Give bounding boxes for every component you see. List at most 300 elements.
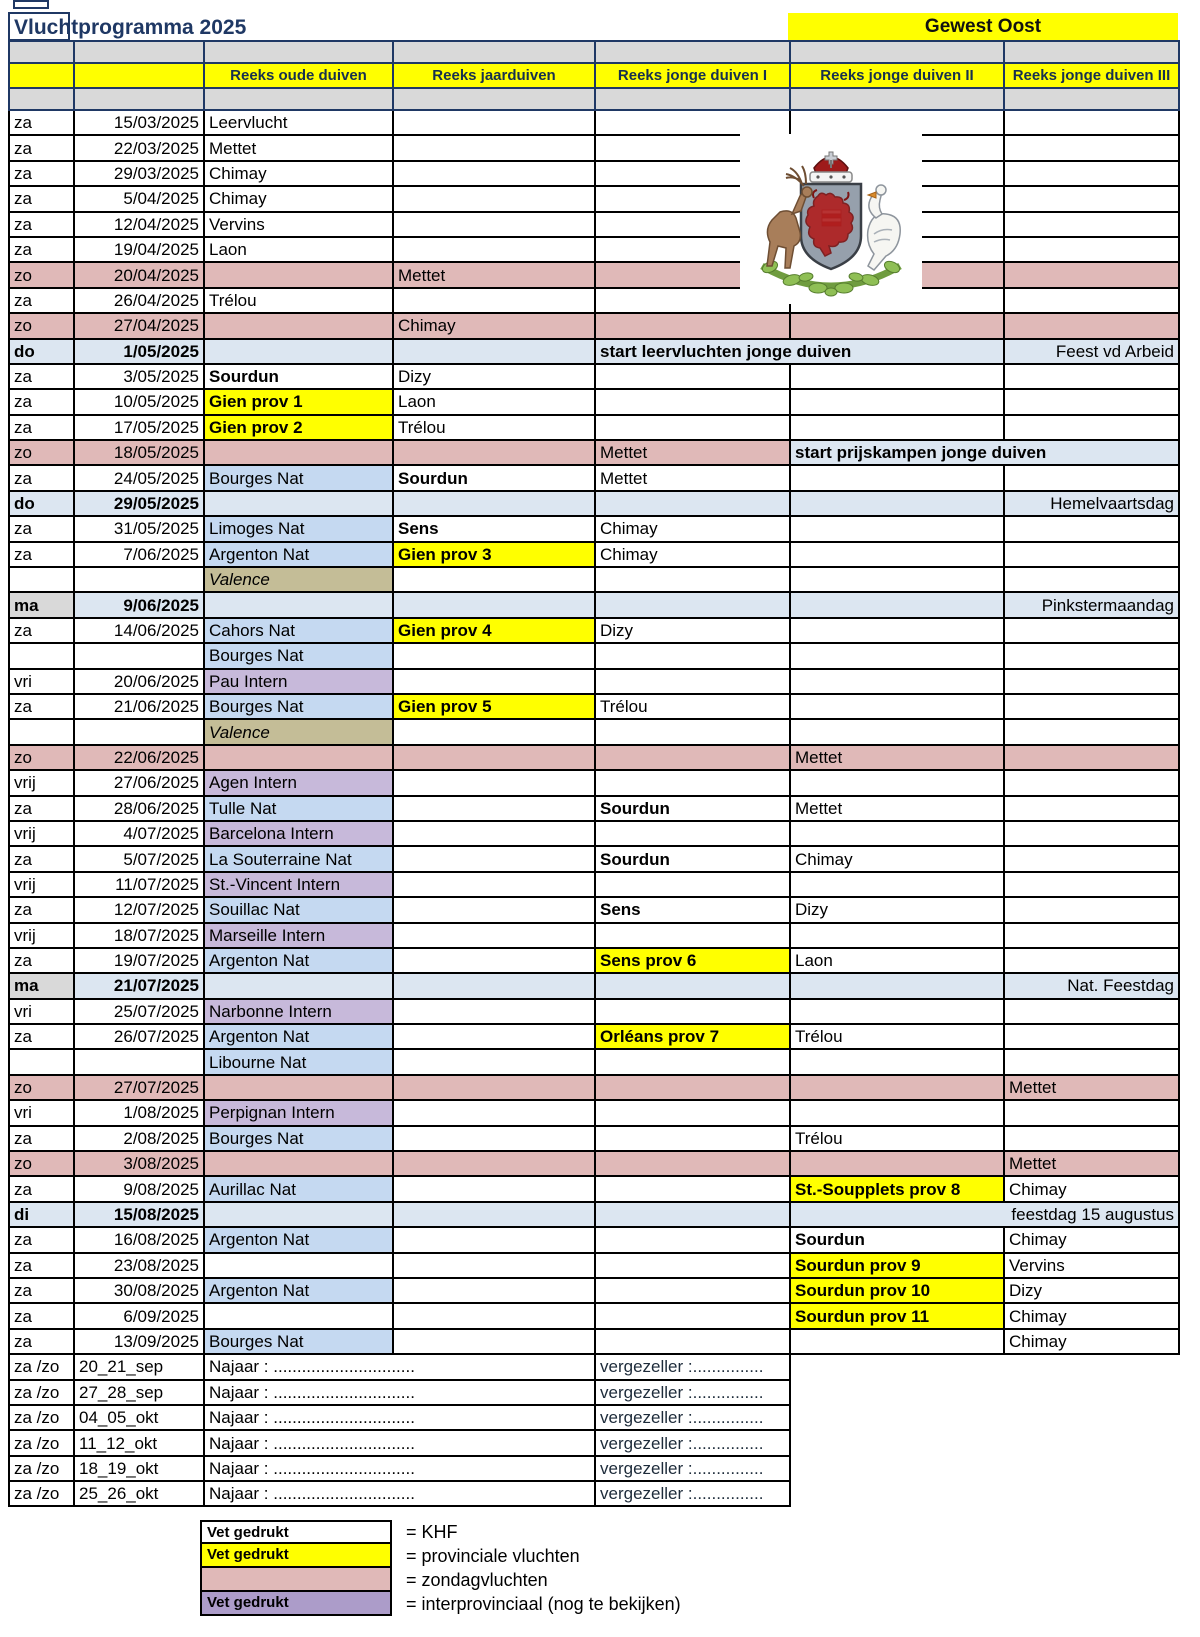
race-cell	[393, 212, 595, 237]
race-cell	[393, 669, 595, 694]
race-cell	[393, 288, 595, 313]
coat-of-arms-logo	[740, 134, 922, 304]
race-cell	[1004, 415, 1179, 440]
race-cell: Tulle Nat	[204, 796, 393, 821]
race-cell: Chimay	[1004, 1303, 1179, 1328]
date-cell: 18_19_okt	[74, 1456, 204, 1481]
day-cell: ma	[9, 592, 74, 617]
race-cell	[204, 1151, 393, 1176]
race-cell	[595, 923, 790, 948]
race-cell: Gien prov 3	[393, 542, 595, 567]
spacer-cell	[393, 88, 595, 110]
race-cell	[790, 1481, 1179, 1506]
spacer-cell	[790, 41, 1004, 63]
race-cell	[595, 389, 790, 414]
race-cell	[204, 592, 393, 617]
race-cell	[393, 745, 595, 770]
race-cell: St.-Vincent Intern	[204, 872, 393, 897]
race-cell	[393, 923, 595, 948]
race-cell	[595, 1075, 790, 1100]
race-cell: Gien prov 2	[204, 415, 393, 440]
race-cell	[1004, 923, 1179, 948]
race-cell: Gien prov 1	[204, 389, 393, 414]
race-cell: Chimay	[204, 161, 393, 186]
race-cell	[790, 1100, 1004, 1125]
race-cell	[1004, 567, 1179, 592]
race-cell	[595, 1227, 790, 1252]
race-cell	[790, 973, 1004, 998]
date-cell: 27/06/2025	[74, 770, 204, 795]
date-cell: 21/06/2025	[74, 694, 204, 719]
day-cell: za	[9, 1253, 74, 1278]
schedule-row	[9, 897, 1179, 922]
column-header-jonge-2: Reeks jonge duiven II	[790, 63, 1004, 88]
date-cell: 22/03/2025	[74, 135, 204, 160]
day-cell: vrij	[9, 872, 74, 897]
spacer-cell	[74, 41, 204, 63]
schedule-row	[9, 542, 1179, 567]
race-cell	[790, 542, 1004, 567]
race-cell: Sourdun prov 9	[790, 1253, 1004, 1278]
race-cell: vergezeller :...............	[595, 1481, 790, 1506]
race-cell	[790, 415, 1004, 440]
spacer-cell	[9, 88, 74, 110]
column-header-row	[9, 63, 1179, 88]
race-cell	[393, 1024, 595, 1049]
schedule-row	[9, 186, 1179, 211]
race-cell	[393, 846, 595, 871]
race-cell: Najaar : ..............................	[204, 1481, 595, 1506]
schedule-row	[9, 770, 1179, 795]
date-cell: 11/07/2025	[74, 872, 204, 897]
race-cell: Cahors Nat	[204, 618, 393, 643]
race-cell	[1004, 1126, 1179, 1151]
race-cell	[1004, 719, 1179, 744]
race-cell	[790, 1354, 1179, 1379]
race-cell: Dizy	[1004, 1278, 1179, 1303]
date-cell: 27/04/2025	[74, 313, 204, 338]
race-cell	[1004, 872, 1179, 897]
region-label: Gewest Oost	[788, 13, 1178, 40]
race-cell	[1004, 770, 1179, 795]
spacer-cell	[1004, 88, 1179, 110]
race-cell	[790, 516, 1004, 541]
race-cell	[790, 592, 1004, 617]
race-cell: La Souterraine Nat	[204, 846, 393, 871]
race-cell	[393, 1227, 595, 1252]
race-cell	[1004, 110, 1179, 135]
title-cell	[8, 12, 247, 41]
race-cell	[595, 1329, 790, 1354]
race-cell	[595, 567, 790, 592]
race-cell: Agen Intern	[204, 770, 393, 795]
race-cell	[1004, 999, 1179, 1024]
legend-meaning: = interprovinciaal (nog te bekijken)	[406, 1594, 681, 1614]
spacer-cell	[9, 41, 74, 63]
race-cell: Dizy	[393, 364, 595, 389]
race-cell: Feest vd Arbeid	[1004, 339, 1179, 364]
race-cell: vergezeller :...............	[595, 1354, 790, 1379]
day-cell: za	[9, 288, 74, 313]
legend-row	[200, 1592, 681, 1616]
schedule-row	[9, 1202, 1179, 1227]
day-cell: vri	[9, 999, 74, 1024]
schedule-row	[9, 745, 1179, 770]
schedule-row	[9, 288, 1179, 313]
race-cell	[393, 1202, 595, 1227]
race-cell	[204, 745, 393, 770]
race-cell: Sens	[393, 516, 595, 541]
race-cell: Mettet	[393, 262, 595, 287]
race-cell	[1004, 288, 1179, 313]
race-cell: Sens prov 6	[595, 948, 790, 973]
race-cell: Narbonne Intern	[204, 999, 393, 1024]
day-cell: za	[9, 237, 74, 262]
race-cell: Gien prov 4	[393, 618, 595, 643]
schedule-row	[9, 1405, 1179, 1430]
schedule-row	[9, 465, 1179, 490]
day-cell: zo	[9, 440, 74, 465]
race-cell: Trélou	[790, 1126, 1004, 1151]
header-spacer-row	[9, 41, 1179, 63]
race-cell	[1004, 1100, 1179, 1125]
race-cell	[595, 415, 790, 440]
schedule-row	[9, 161, 1179, 186]
date-cell	[74, 719, 204, 744]
race-cell	[1004, 465, 1179, 490]
race-cell	[790, 1430, 1179, 1455]
schedule-row	[9, 872, 1179, 897]
race-cell	[393, 973, 595, 998]
race-cell	[790, 872, 1004, 897]
date-cell: 29/05/2025	[74, 491, 204, 516]
race-cell	[790, 1456, 1179, 1481]
schedule-row	[9, 1227, 1179, 1252]
day-cell	[9, 719, 74, 744]
date-cell: 19/07/2025	[74, 948, 204, 973]
column-header-day	[9, 63, 74, 88]
race-cell	[393, 872, 595, 897]
race-cell	[204, 973, 393, 998]
race-cell	[393, 1126, 595, 1151]
column-header-oude: Reeks oude duiven	[204, 63, 393, 88]
race-cell	[595, 1303, 790, 1328]
race-cell: Mettet	[204, 135, 393, 160]
race-cell: Souillac Nat	[204, 897, 393, 922]
race-cell: Trélou	[204, 288, 393, 313]
column-header-jonge-3: Reeks jonge duiven III	[1004, 63, 1179, 88]
race-cell	[204, 491, 393, 516]
race-cell	[1004, 821, 1179, 846]
race-cell	[1004, 161, 1179, 186]
day-cell: za	[9, 516, 74, 541]
date-cell: 2/08/2025	[74, 1126, 204, 1151]
race-cell: Najaar : ..............................	[204, 1380, 595, 1405]
race-cell	[1004, 1024, 1179, 1049]
race-cell	[204, 1253, 393, 1278]
date-cell: 5/07/2025	[74, 846, 204, 871]
date-cell: 23/08/2025	[74, 1253, 204, 1278]
schedule-row	[9, 923, 1179, 948]
date-cell: 4/07/2025	[74, 821, 204, 846]
day-cell: za /zo	[9, 1430, 74, 1455]
schedule-row	[9, 1151, 1179, 1176]
race-cell	[1004, 313, 1179, 338]
schedule-row	[9, 237, 1179, 262]
schedule-row	[9, 491, 1179, 516]
date-cell: 3/05/2025	[74, 364, 204, 389]
race-cell	[1004, 846, 1179, 871]
schedule-row	[9, 1049, 1179, 1074]
day-cell: za /zo	[9, 1405, 74, 1430]
race-cell	[393, 770, 595, 795]
day-cell: do	[9, 491, 74, 516]
schedule-row	[9, 135, 1179, 160]
race-cell: Chimay	[595, 516, 790, 541]
date-cell: 12/07/2025	[74, 897, 204, 922]
schedule-row	[9, 669, 1179, 694]
race-cell: Chimay	[1004, 1176, 1179, 1201]
race-cell: Najaar : ..............................	[204, 1456, 595, 1481]
race-cell: Limoges Nat	[204, 516, 393, 541]
race-cell: Trélou	[790, 1024, 1004, 1049]
corner-tab	[13, 0, 49, 9]
race-cell	[790, 110, 1004, 135]
schedule-row	[9, 948, 1179, 973]
race-cell	[1004, 262, 1179, 287]
race-cell	[393, 1329, 595, 1354]
race-cell	[595, 491, 790, 516]
race-cell	[1004, 1049, 1179, 1074]
race-cell: Chimay	[393, 313, 595, 338]
race-cell	[790, 491, 1004, 516]
date-cell: 21/07/2025	[74, 973, 204, 998]
race-cell: Najaar : ..............................	[204, 1405, 595, 1430]
race-cell: Mettet	[1004, 1075, 1179, 1100]
race-cell: Laon	[204, 237, 393, 262]
date-cell: 27_28_sep	[74, 1380, 204, 1405]
race-cell: Nat. Feestdag	[1004, 973, 1179, 998]
day-cell: vrij	[9, 770, 74, 795]
race-cell: Argenton Nat	[204, 542, 393, 567]
race-cell: Valence	[204, 567, 393, 592]
race-cell: Chimay	[1004, 1329, 1179, 1354]
date-cell: 15/08/2025	[74, 1202, 204, 1227]
race-cell	[790, 999, 1004, 1024]
race-cell: Bourges Nat	[204, 1126, 393, 1151]
legend-meaning: = provinciale vluchten	[406, 1546, 580, 1566]
day-cell: za	[9, 1126, 74, 1151]
day-cell: za	[9, 1227, 74, 1252]
day-cell: vri	[9, 669, 74, 694]
schedule-row	[9, 1481, 1179, 1506]
race-cell	[790, 669, 1004, 694]
day-cell: do	[9, 339, 74, 364]
race-cell	[1004, 516, 1179, 541]
schedule-row	[9, 212, 1179, 237]
day-cell: za	[9, 796, 74, 821]
legend-meaning: = KHF	[406, 1522, 458, 1542]
race-cell	[595, 973, 790, 998]
race-cell: Chimay	[595, 542, 790, 567]
race-cell	[595, 1253, 790, 1278]
race-cell: Marseille Intern	[204, 923, 393, 948]
race-cell	[1004, 897, 1179, 922]
race-cell: vergezeller :...............	[595, 1380, 790, 1405]
day-cell: za	[9, 161, 74, 186]
header-spacer-row	[9, 88, 1179, 110]
schedule-row	[9, 592, 1179, 617]
race-cell	[790, 313, 1004, 338]
race-cell	[1004, 745, 1179, 770]
day-cell: za	[9, 948, 74, 973]
spacer-cell	[204, 41, 393, 63]
schedule-row	[9, 719, 1179, 744]
legend-swatch-white: Vet gedrukt	[200, 1520, 392, 1544]
schedule-row	[9, 1075, 1179, 1100]
race-cell	[1004, 237, 1179, 262]
date-cell: 9/06/2025	[74, 592, 204, 617]
race-cell: Aurillac Nat	[204, 1176, 393, 1201]
race-cell: Najaar : ..............................	[204, 1354, 595, 1379]
race-cell: Najaar : ..............................	[204, 1430, 595, 1455]
day-cell: za	[9, 1024, 74, 1049]
race-cell: Argenton Nat	[204, 1024, 393, 1049]
schedule-row	[9, 1024, 1179, 1049]
race-cell	[595, 1049, 790, 1074]
column-header-date	[74, 63, 204, 88]
date-cell: 1/05/2025	[74, 339, 204, 364]
day-cell: za /zo	[9, 1456, 74, 1481]
coat-of-arms-graphic	[740, 134, 922, 304]
race-cell: start prijskampen jonge duiven	[790, 440, 1179, 465]
spacer-cell	[595, 88, 790, 110]
race-cell	[595, 643, 790, 668]
race-cell	[393, 1151, 595, 1176]
race-cell	[1004, 364, 1179, 389]
day-cell	[9, 643, 74, 668]
date-cell: 18/05/2025	[74, 440, 204, 465]
race-cell	[204, 1075, 393, 1100]
race-cell: St.-Soupplets prov 8	[790, 1176, 1004, 1201]
race-cell	[790, 821, 1004, 846]
date-cell: 20/04/2025	[74, 262, 204, 287]
race-cell: Bourges Nat	[204, 1329, 393, 1354]
race-cell	[204, 1303, 393, 1328]
race-cell	[790, 923, 1004, 948]
schedule-row	[9, 1456, 1179, 1481]
race-cell	[1004, 643, 1179, 668]
race-cell	[1004, 694, 1179, 719]
legend-meaning: = zondagvluchten	[406, 1570, 548, 1590]
race-cell	[790, 694, 1004, 719]
day-cell: za	[9, 1329, 74, 1354]
race-cell: Bourges Nat	[204, 694, 393, 719]
race-cell	[393, 491, 595, 516]
race-cell: Chimay	[1004, 1227, 1179, 1252]
race-cell	[595, 1100, 790, 1125]
day-cell: za	[9, 389, 74, 414]
race-cell	[595, 669, 790, 694]
day-cell: za	[9, 542, 74, 567]
schedule-row	[9, 643, 1179, 668]
race-cell	[790, 618, 1004, 643]
day-cell: di	[9, 1202, 74, 1227]
race-cell: Bourges Nat	[204, 643, 393, 668]
race-cell	[204, 313, 393, 338]
spacer-cell	[74, 88, 204, 110]
race-cell	[595, 592, 790, 617]
date-cell	[74, 1049, 204, 1074]
race-cell	[790, 364, 1004, 389]
legend-swatch-pink	[200, 1566, 392, 1592]
date-cell: 5/04/2025	[74, 186, 204, 211]
schedule-row	[9, 1126, 1179, 1151]
race-cell	[204, 262, 393, 287]
race-cell	[790, 770, 1004, 795]
spacer-cell	[790, 88, 1004, 110]
legend-row	[200, 1520, 681, 1544]
date-cell: 26/07/2025	[74, 1024, 204, 1049]
race-cell: Sourdun prov 11	[790, 1303, 1004, 1328]
race-cell	[595, 1126, 790, 1151]
date-cell: 13/09/2025	[74, 1329, 204, 1354]
race-cell	[790, 1075, 1004, 1100]
race-cell	[790, 1151, 1004, 1176]
race-cell: Pinkstermaandag	[1004, 592, 1179, 617]
race-cell: Mettet	[1004, 1151, 1179, 1176]
race-cell: Argenton Nat	[204, 948, 393, 973]
race-cell: Perpignan Intern	[204, 1100, 393, 1125]
race-cell: vergezeller :...............	[595, 1456, 790, 1481]
date-cell: 1/08/2025	[74, 1100, 204, 1125]
race-cell	[595, 770, 790, 795]
race-cell: Mettet	[790, 745, 1004, 770]
legend	[200, 1520, 681, 1616]
race-cell	[393, 110, 595, 135]
date-cell: 15/03/2025	[74, 110, 204, 135]
page-title: Vluchtprogramma 2025	[14, 16, 247, 39]
race-cell	[204, 440, 393, 465]
race-cell: Sens	[595, 897, 790, 922]
race-cell: Sourdun	[790, 1227, 1004, 1252]
race-cell	[393, 237, 595, 262]
schedule-row	[9, 1430, 1179, 1455]
day-cell: za	[9, 846, 74, 871]
race-cell	[790, 389, 1004, 414]
race-cell	[393, 999, 595, 1024]
race-cell: Sourdun	[204, 364, 393, 389]
race-cell	[393, 1176, 595, 1201]
race-cell: Mettet	[595, 465, 790, 490]
race-cell: Sourdun prov 10	[790, 1278, 1004, 1303]
date-cell: 3/08/2025	[74, 1151, 204, 1176]
race-cell: Laon	[790, 948, 1004, 973]
race-cell: Dizy	[790, 897, 1004, 922]
race-cell: Mettet	[790, 796, 1004, 821]
day-cell: za	[9, 1303, 74, 1328]
race-cell: Chimay	[204, 186, 393, 211]
spacer-cell	[204, 88, 393, 110]
schedule-row	[9, 796, 1179, 821]
spacer-cell	[393, 41, 595, 63]
schedule-row	[9, 1329, 1179, 1354]
race-cell	[1004, 618, 1179, 643]
date-cell: 26/04/2025	[74, 288, 204, 313]
date-cell: 24/05/2025	[74, 465, 204, 490]
race-cell	[1004, 796, 1179, 821]
race-cell: Mettet	[595, 440, 790, 465]
